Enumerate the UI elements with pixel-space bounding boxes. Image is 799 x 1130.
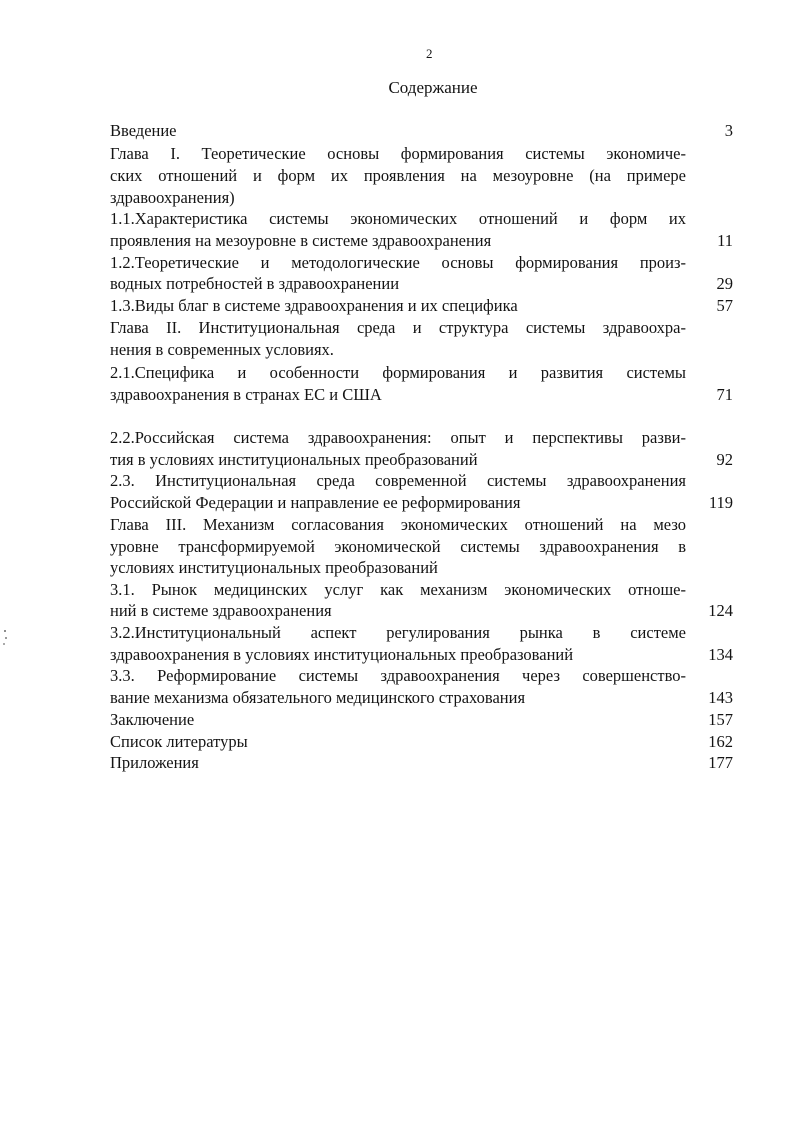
toc-page-number: 177 — [708, 753, 733, 772]
toc-entry-1-3: 1.3.Виды благ в системе здравоохранения и их специфика — [110, 296, 518, 315]
toc-page-number: 134 — [708, 645, 733, 664]
toc-chapter-1-heading: Глава I. Теоретические основы формирования системы экономиче- — [110, 144, 686, 163]
toc-entry-3-2: здравоохранения в условиях институциональных преобразований — [110, 645, 574, 664]
toc-entry-2-1: 2.1.Специфика и особенности формирования и развития системы — [110, 363, 686, 382]
toc-entry-3-3: 3.3. Реформирование системы здравоохранения через совершенство- — [110, 666, 686, 685]
toc-page-number: 29 — [716, 274, 733, 293]
toc-entry-3-3: вание механизма обязательного медицинского страхования — [110, 688, 526, 707]
toc-entry-3-1: 3.1. Рынок медицинских услуг как механизм экономических отноше- — [110, 580, 686, 599]
toc-entry-3-1: ний в системе здравоохранения — [110, 601, 332, 620]
toc-entry-1-1: проявления на мезоуровне в системе здравоохранения — [110, 231, 492, 250]
toc-page-number: 157 — [708, 710, 733, 729]
toc-entry-2-2: тия в условиях институциональных преобразований — [110, 450, 478, 469]
toc-chapter-1-heading: здравоохранения) — [110, 188, 235, 207]
toc-entry-appendices: Приложения — [110, 753, 199, 772]
toc-page-number: 71 — [716, 385, 733, 404]
toc-entry-1-1: 1.1.Характеристика системы экономических отношений и форм их — [110, 209, 686, 228]
toc-entry-2-2: 2.2.Российская система здравоохранения: опыт и перспективы разви- — [110, 428, 686, 447]
toc-entry-1-2: водных потребностей в здравоохранении — [110, 274, 400, 293]
toc-chapter-2-heading: нения в современных условиях. — [110, 340, 334, 359]
page-title: Содержание — [388, 78, 478, 97]
toc-chapter-2-heading: Глава II. Институциональная среда и структура системы здравоохра- — [110, 318, 686, 337]
toc-chapter-1-heading: ских отношений и форм их проявления на мезоуровне (на примере — [110, 166, 686, 185]
scan-artifact — [2, 628, 8, 646]
toc-page-number: 11 — [717, 231, 733, 250]
page-number: 2 — [426, 46, 433, 61]
toc-chapter-3-heading: условиях институциональных преобразований — [110, 558, 438, 577]
toc-chapter-3-heading: Глава III. Механизм согласования экономических отношений на мезо — [110, 515, 686, 534]
toc-entry-2-3: Российской Федерации и направление ее реформирования — [110, 493, 521, 512]
toc-page-number: 3 — [724, 121, 733, 140]
toc-entry-3-2: 3.2.Институциональный аспект регулирования рынка в системе — [110, 623, 686, 642]
toc-chapter-3-heading: уровне трансформируемой экономической системы здравоохранения в — [110, 537, 686, 556]
toc-page-number: 92 — [716, 450, 733, 469]
toc-page-number: 143 — [708, 688, 733, 707]
toc-entry-1-2: 1.2.Теоретические и методологические основы формирования произ- — [110, 253, 686, 272]
toc-entry-2-3: 2.3. Институциональная среда современной системы здравоохранения — [110, 471, 686, 490]
toc-page-number: 119 — [708, 493, 733, 512]
toc-entry-conclusion: Заключение — [110, 710, 195, 729]
toc-page-number: 162 — [708, 732, 733, 751]
toc-page-number: 124 — [708, 601, 733, 620]
toc-entry-intro: Введение — [110, 121, 177, 140]
toc-entry-2-1: здравоохранения в странах ЕС и США — [110, 385, 382, 404]
toc-entry-references: Список литературы — [110, 732, 248, 751]
toc-page-number: 57 — [716, 296, 733, 315]
